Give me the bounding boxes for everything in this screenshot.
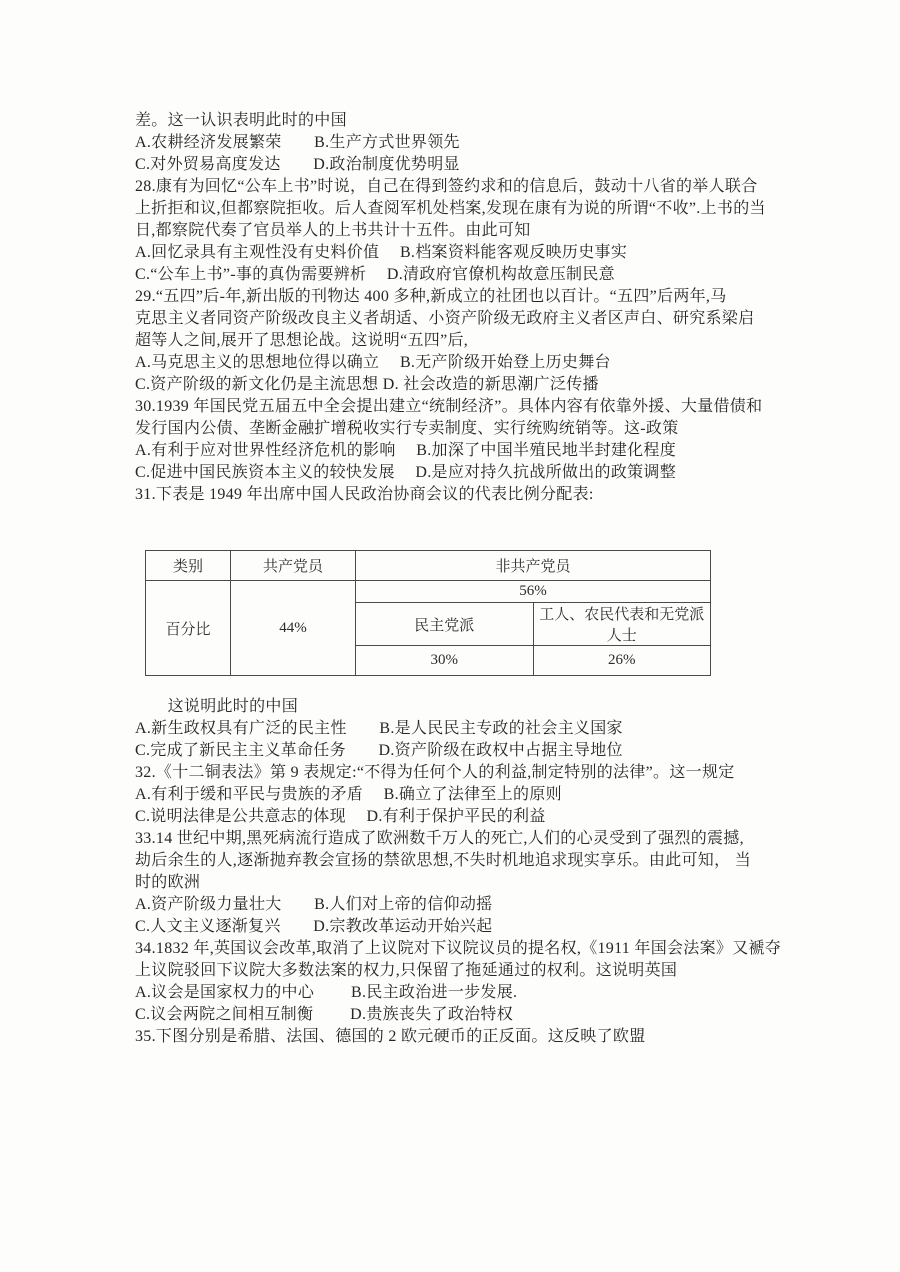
text-line: 35.下图分别是希腊、法国、德国的 2 欧元硬币的正反面。这反映了欧盟 (135, 1028, 646, 1045)
text-line: A.议会是国家权力的中心 B.民主政治进一步发展. (135, 984, 518, 1001)
table-cell-non-ccp-total: 56% (356, 581, 711, 603)
text-line: C.资产阶级的新文化仍是主流思想 D. 社会改造的新思潮广泛传播 (135, 376, 599, 393)
text-line: 超等人之间,展开了思想论战。这说明“五四”后, (135, 332, 469, 349)
text-line: 时的欧洲 (135, 874, 201, 891)
table-cell-workers-value: 26% (533, 646, 711, 676)
table-row-label-percentage: 百分比 (146, 581, 231, 676)
table-cell-ccp-value: 44% (231, 581, 356, 676)
text-line: 32.《十二铜表法》第 9 表规定:“不得为任何个人的利益,制定特别的法律”。这一规定 (135, 764, 735, 781)
text-line: C.完成了新民主主义革命任务 D.资产阶级在政权中占据主导地位 (135, 742, 623, 759)
text-line: 劫后余生的人,逐渐抛弃教会宣扬的禁欲思想,不失时机地追求现实享乐。由此可知， 当 (135, 852, 752, 869)
text-line: C.对外贸易高度发达 D.政治制度优势明显 (135, 156, 460, 173)
text-line: 这说明此时的中国 (135, 698, 299, 715)
text-line: A.农耕经济发展繁荣 B.生产方式世界领先 (135, 134, 460, 151)
representation-allocation-table (145, 550, 711, 676)
text-line: 发行国内公债、垄断金融扩增税收实行专卖制度、实行统购统销等。这-政策 (135, 420, 679, 437)
text-line: A.马克思主义的思想地位得以确立 B.无产阶级开始登上历史舞台 (135, 354, 611, 371)
text-line: 29.“五四”后-年,新出版的刊物达 400 多种,新成立的社团也以百计。“五四”后两年,马 (135, 288, 727, 305)
questions-block-lower (135, 696, 815, 1048)
text-line: 31.下表是 1949 年出席中国人民政治协商会议的代表比例分配表: (135, 486, 594, 503)
table-subheader-workers-peasants: 工人、农民代表和无党派人士 (533, 603, 711, 646)
text-line: 上折拒和议,但都察院拒收。后人查阅军机处档案,发现在康有为说的所谓“不收”.上书的当 (135, 200, 766, 217)
text-line: 34.1832 年,英国议会改革,取消了上议院对下议院议员的提名权,《1911 年国会法案》又褫夺 (135, 940, 782, 957)
text-line: A.有利于缓和平民与贵族的矛盾 B.确立了法律至上的原则 (135, 786, 562, 803)
table-header-non-ccp: 非共产党员 (356, 551, 711, 581)
text-line: 33.14 世纪中期,黑死病流行造成了欧洲数千万人的死亡,人们的心灵受到了强烈的震撼, (135, 830, 744, 847)
table-cell-democratic-value: 30% (356, 646, 534, 676)
text-line: 克思主义者同资产阶级改良主义者胡适、小资产阶级无政府主义者区声白、研究系梁启 (135, 310, 755, 327)
text-line: 30.1939 年国民党五届五中全会提出建立“统制经济”。具体内容有依靠外援、大量借债和 (135, 398, 763, 415)
text-line: C.说明法律是公共意志的体现 D.有利于保护平民的利益 (135, 808, 546, 825)
table-subheader-democratic-parties: 民主党派 (356, 603, 534, 646)
table-header-ccp: 共产党员 (231, 551, 356, 581)
text-line: C.议会两院之间相互制衡 D.贵族丧失了政治特权 (135, 1006, 514, 1023)
text-line: 28.康有为回忆“公车上书”时说，自己在得到签约求和的信息后，鼓动十八省的举人联合 (135, 178, 758, 195)
text-line: A.回忆录具有主观性没有史料价值 B.档案资料能客观反映历史事实 (135, 244, 628, 261)
text-line: C.“公车上书”-事的真伪需要辨析 D.清政府官僚机构故意压制民意 (135, 266, 615, 283)
text-line: A.新生政权具有广泛的民主性 B.是人民民主专政的社会主义国家 (135, 720, 623, 737)
text-line: A.资产阶级力量壮大 B.人们对上帝的信仰动摇 (135, 896, 493, 913)
text-line: A.有利于应对世界性经济危机的影响 B.加深了中国半殖民地半封建化程度 (135, 442, 677, 459)
text-line: C.促进中国民族资本主义的较快发展 D.是应对持久抗战所做出的政策调整 (135, 464, 677, 481)
text-line: 上议院驳回下议院大多数法案的权力,只保留了拖延通过的权利。这说明英国 (135, 962, 678, 979)
questions-block-upper (135, 110, 815, 506)
text-line: 日,都察院代奏了官员举人的上书共计十五件。由此可知 (135, 222, 531, 239)
text-line: C.人文主义逐渐复兴 D.宗教改革运动开始兴起 (135, 918, 493, 935)
table-header-category: 类别 (146, 551, 231, 581)
document-content (135, 110, 815, 1048)
text-line: 差。这一认识表明此时的中国 (135, 112, 347, 129)
